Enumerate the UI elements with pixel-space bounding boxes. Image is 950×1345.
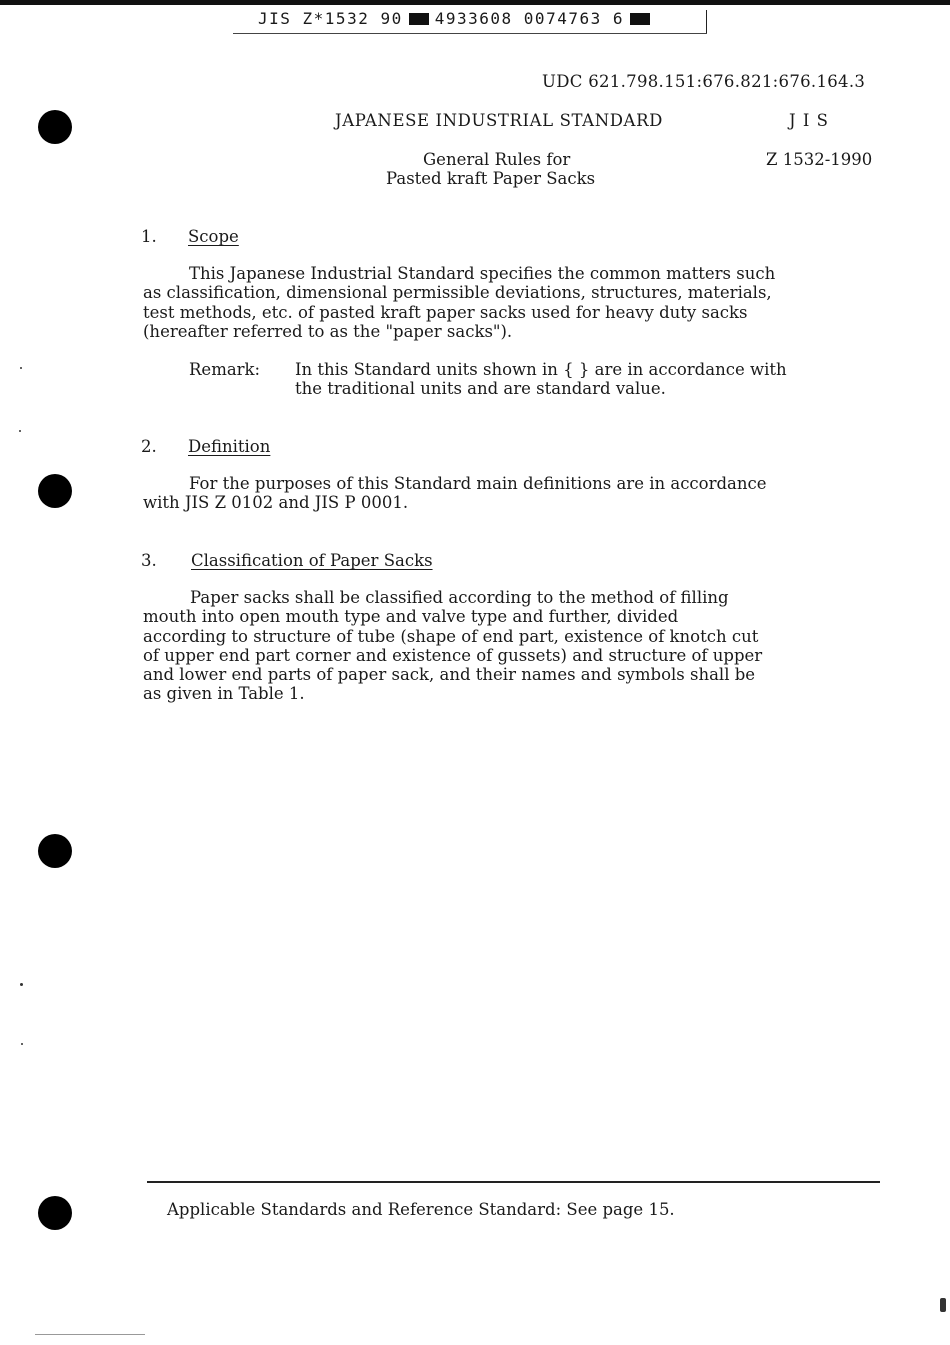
section-heading-scope: Scope [188,227,239,246]
standard-org: JAPANESE INDUSTRIAL STANDARD [335,111,663,130]
footer-rule [147,1181,880,1183]
remark-line: the traditional units and are standard value. [295,379,666,398]
paragraph-line: test methods, etc. of pasted kraft paper sacks used for heavy duty sacks [143,302,748,322]
paragraph-line: (hereafter referred to as the "paper sacks"). [143,321,513,341]
paragraph-line: Paper sacks shall be classified according to the method of filling [190,588,729,607]
remark-line: In this Standard units shown in { } are in accordance with [295,360,787,379]
punch-hole [38,110,72,144]
title-line-2: Pasted kraft Paper Sacks [386,169,596,188]
header-code-part2: 4933608 0074763 6 [434,9,624,28]
scan-speck [20,983,23,986]
paragraph-line: as classification, dimensional permissible deviations, structures, materials, [143,283,772,303]
punch-hole [38,1196,72,1230]
section-heading-classification: Classification of Paper Sacks [191,551,433,570]
scan-speck [20,367,22,369]
scan-speck [21,1043,23,1045]
header-code-part1: JIS Z*1532 90 [258,9,403,28]
punch-hole [38,834,72,868]
section-number: 2. [141,437,157,456]
footer-note: Applicable Standards and Reference Standard: See page 15. [167,1200,675,1219]
scan-top-edge [0,0,950,5]
standard-number: Z 1532-1990 [766,150,873,169]
definition-paragraph [143,474,873,513]
scan-smudge [35,1334,145,1335]
header-code-rule [706,10,707,34]
punch-hole [38,474,72,508]
remark-label: Remark: [189,360,261,379]
paragraph-line: For the purposes of this Standard main definitions are in accordance [189,474,767,493]
section-number: 3. [141,551,157,570]
paragraph-line: with JIS Z 0102 and JIS P 0001. [143,493,409,513]
header-code-block [409,13,429,25]
paragraph-line: and lower end parts of paper sack, and their names and symbols shall be [143,665,756,685]
paragraph-line: of upper end part corner and existence of gussets) and structure of upper [143,645,763,665]
header-code [258,9,650,28]
jis-mark: J I S [789,111,829,130]
header-code-underline [233,33,707,34]
section-heading-definition: Definition [188,437,271,456]
title-line-1: General Rules for [423,150,571,169]
scan-speck [940,1298,946,1312]
scan-speck [19,430,21,432]
classification-paragraph [143,588,873,704]
paragraph-line: This Japanese Industrial Standard specifies the common matters such [189,264,776,283]
udc-code: UDC 621.798.151:676.821:676.164.3 [542,72,866,91]
section-number: 1. [141,227,157,246]
paragraph-line: mouth into open mouth type and valve type and further, divided [143,607,679,627]
scope-paragraph [143,264,873,341]
paragraph-line: as given in Table 1. [143,684,305,704]
paragraph-line: according to structure of tube (shape of end part, existence of knotch cut [143,626,759,646]
header-code-block [630,13,650,25]
